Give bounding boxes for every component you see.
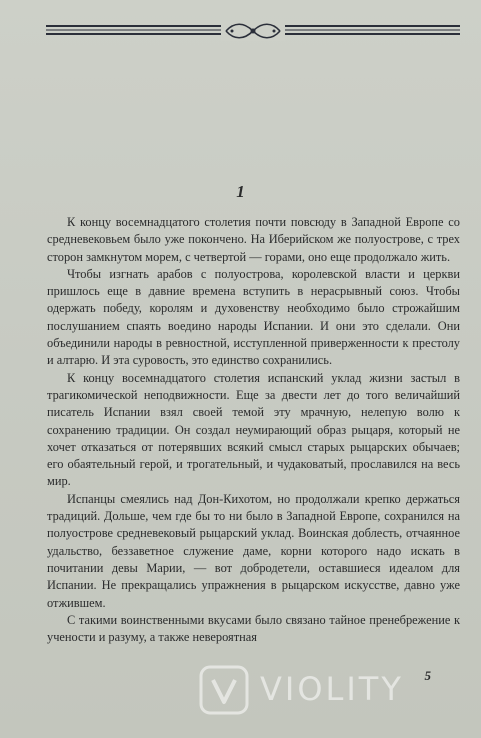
paragraph: К концу восемнадцатого столетия почти повсюду в Западной Европе со средневековьем было уже покончено. На Иберийском же полуострове, с трех сторон замкнутом морем, с четвертой — горами, оно еще продолжало жить. [47, 215, 460, 264]
header-ornament [46, 20, 460, 42]
watermark-text: VIOLITY [260, 670, 404, 708]
body-text [47, 214, 460, 646]
paragraph: Испанцы смеялись над Дон-Кихотом, но продолжали крепко держаться традиций. Дольше, чем где бы то ни было в Западной Европе, сохранился на полуострове средневековый рыцарский уклад. Воинская доблесть, отчаянное удальство, беззаветное служение даме, корни которого надо искать в почитании девы Марии, — вот добродетели, оставшиеся идеалом для Испании. Не прекращались упражнения в рыцарском искусстве, давно уже отжившем. [47, 491, 460, 610]
paragraph: С такими воинственными вкусами было связано тайное пренебрежение к учености и разуму, а также невероятная [47, 612, 460, 645]
paragraph: К концу восемнадцатого столетия испанский уклад жизни застыл в трагикомической неподвижности. Еще за двести лет до того величайший писатель Испании взял своей темой эту мрачную, нелепую волю к сохранению традиции. Он создал неумирающий образ рыцаря, который не хочет отказаться от потерявших всякий смысл старых рыцарских обычаев; его обаятельный герой, и трогательный, и чудаковатый, прославился на весь мир. [47, 370, 460, 489]
chapter-number: 1 [236, 182, 245, 201]
page-number: 5 [424, 668, 431, 683]
violity-logo-icon [198, 664, 250, 716]
paragraph: Чтобы изгнать арабов с полуострова, королевской власти и церкви пришлось еще в давние времена вступить в нерасрывный союз. Чтобы одержать победу, королям и духовенству необходимо было строжайшим послушанием спаять воедино народы Испании. И они это сделали. Они объединили народы в ревностной, исступленной приверженности к престолу и алтарю. И эта суровость, это единство сохранились. [47, 266, 460, 368]
